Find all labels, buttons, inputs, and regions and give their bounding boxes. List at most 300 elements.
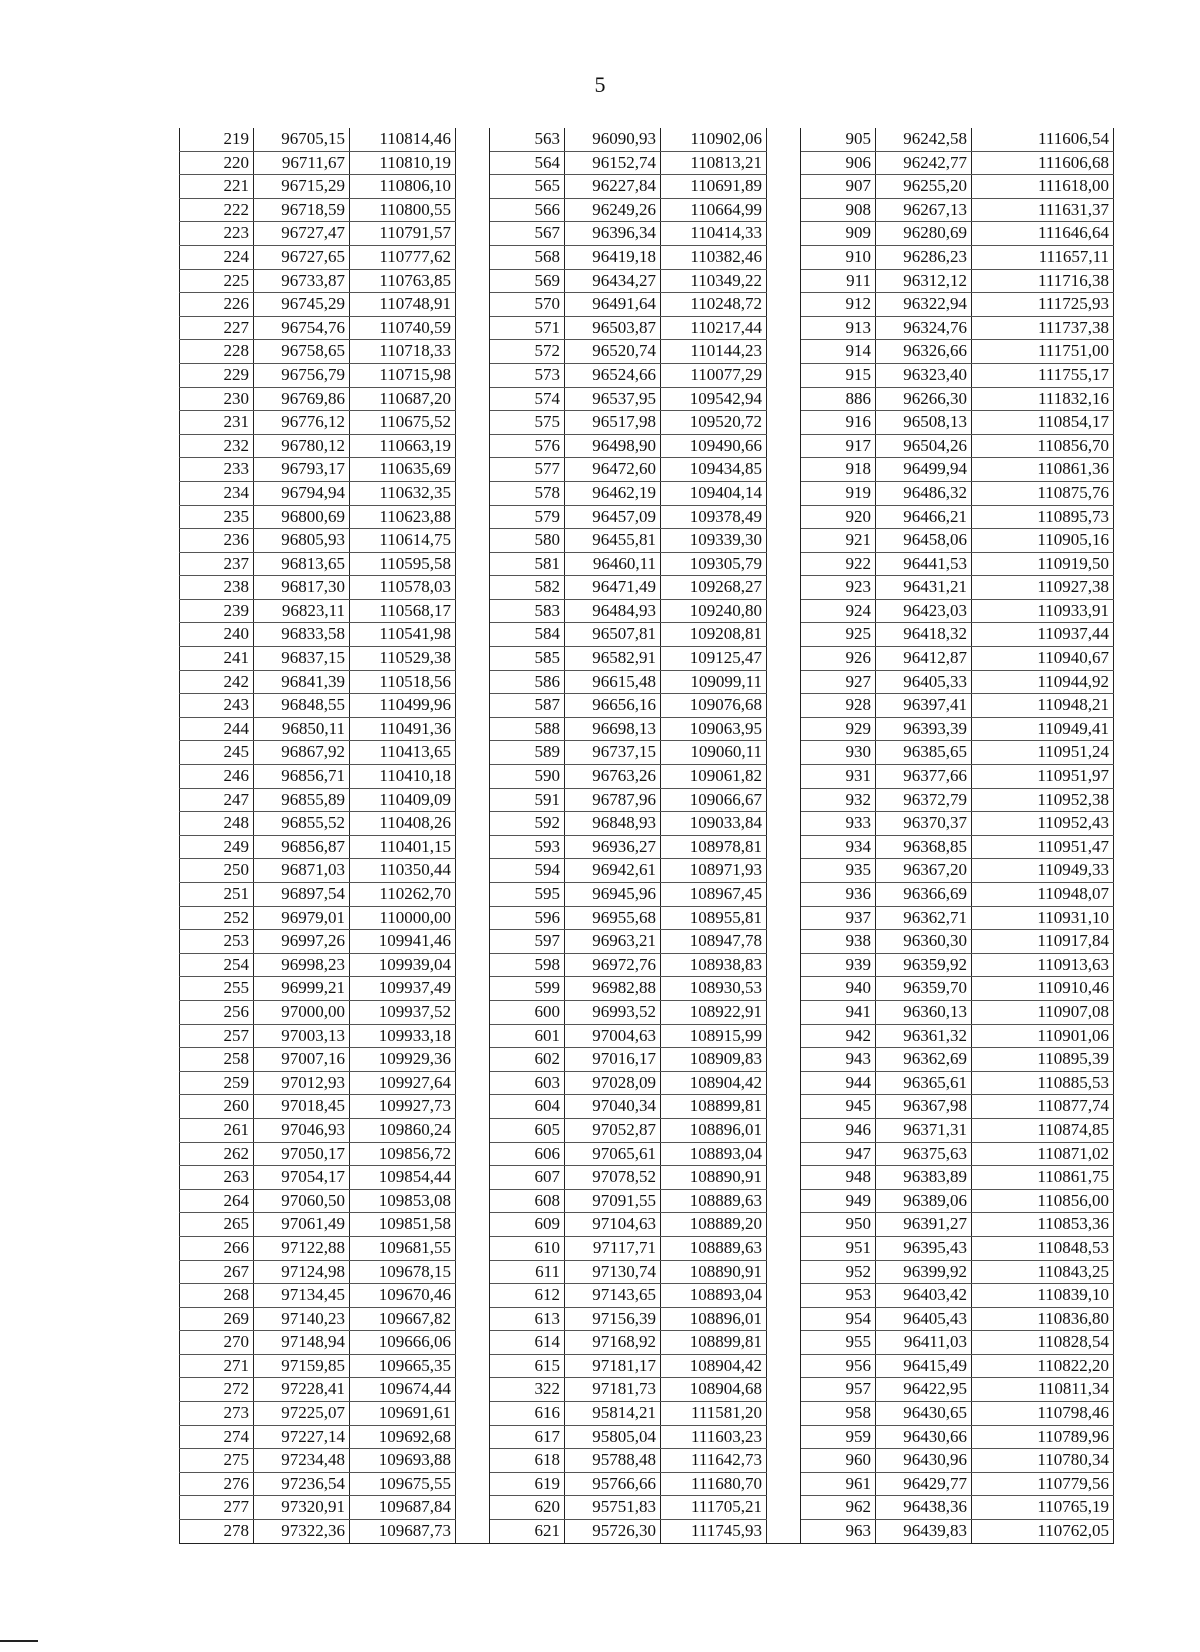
y-coordinate-cell: 108909,83: [661, 1048, 767, 1072]
x-coordinate-cell: 96368,85: [876, 835, 972, 859]
x-coordinate-cell: 96999,21: [254, 977, 350, 1001]
x-coordinate-cell: 96737,15: [565, 741, 661, 765]
x-coordinate-cell: 95766,66: [565, 1472, 661, 1496]
column-spacer: [767, 906, 801, 930]
table-row: [180, 1071, 1114, 1095]
y-coordinate-cell: 110871,02: [972, 1142, 1114, 1166]
x-coordinate-cell: 96848,93: [565, 812, 661, 836]
y-coordinate-cell: 110885,53: [972, 1071, 1114, 1095]
point-number-cell: 260: [180, 1095, 254, 1119]
point-number-cell: 568: [490, 245, 565, 269]
y-coordinate-cell: 110382,46: [661, 245, 767, 269]
point-number-cell: 600: [490, 1000, 565, 1024]
x-coordinate-cell: 96152,74: [565, 151, 661, 175]
y-coordinate-cell: 110927,38: [972, 576, 1114, 600]
y-coordinate-cell: 111631,37: [972, 198, 1114, 222]
x-coordinate-cell: 96871,03: [254, 859, 350, 883]
y-coordinate-cell: 110919,50: [972, 552, 1114, 576]
y-coordinate-cell: 108922,91: [661, 1000, 767, 1024]
y-coordinate-cell: 109933,18: [350, 1024, 456, 1048]
point-number-cell: 602: [490, 1048, 565, 1072]
column-spacer: [456, 505, 490, 529]
point-number-cell: 563: [490, 128, 565, 151]
column-spacer: [767, 293, 801, 317]
y-coordinate-cell: 108971,93: [661, 859, 767, 883]
point-number-cell: 255: [180, 977, 254, 1001]
x-coordinate-cell: 97004,63: [565, 1024, 661, 1048]
x-coordinate-cell: 97104,63: [565, 1213, 661, 1237]
column-spacer: [767, 1213, 801, 1237]
column-spacer: [456, 340, 490, 364]
point-number-cell: 225: [180, 269, 254, 293]
point-number-cell: 951: [801, 1236, 876, 1260]
x-coordinate-cell: 96280,69: [876, 222, 972, 246]
point-number-cell: 615: [490, 1354, 565, 1378]
x-coordinate-cell: 97234,48: [254, 1449, 350, 1473]
column-spacer: [767, 576, 801, 600]
column-spacer: [456, 835, 490, 859]
point-number-cell: 252: [180, 906, 254, 930]
x-coordinate-cell: 96399,92: [876, 1260, 972, 1284]
x-coordinate-cell: 97159,85: [254, 1354, 350, 1378]
y-coordinate-cell: 110861,75: [972, 1166, 1114, 1190]
column-spacer: [456, 906, 490, 930]
point-number-cell: 920: [801, 505, 876, 529]
y-coordinate-cell: 111606,54: [972, 128, 1114, 151]
x-coordinate-cell: 96520,74: [565, 340, 661, 364]
column-spacer: [767, 1071, 801, 1095]
column-spacer: [456, 670, 490, 694]
x-coordinate-cell: 96372,79: [876, 788, 972, 812]
y-coordinate-cell: 110913,63: [972, 953, 1114, 977]
x-coordinate-cell: 97225,07: [254, 1402, 350, 1426]
x-coordinate-cell: 96499,94: [876, 458, 972, 482]
column-spacer: [767, 1048, 801, 1072]
table-row: [180, 1189, 1114, 1213]
y-coordinate-cell: 108889,20: [661, 1213, 767, 1237]
x-coordinate-cell: 96805,93: [254, 529, 350, 553]
column-spacer: [767, 1331, 801, 1355]
column-spacer: [767, 175, 801, 199]
point-number-cell: 572: [490, 340, 565, 364]
y-coordinate-cell: 110687,20: [350, 387, 456, 411]
table-row: [180, 529, 1114, 553]
y-coordinate-cell: 111642,73: [661, 1449, 767, 1473]
point-number-cell: 569: [490, 269, 565, 293]
column-spacer: [456, 387, 490, 411]
point-number-cell: 916: [801, 411, 876, 435]
point-number-cell: 922: [801, 552, 876, 576]
y-coordinate-cell: 110578,03: [350, 576, 456, 600]
x-coordinate-cell: 96455,81: [565, 529, 661, 553]
y-coordinate-cell: 110614,75: [350, 529, 456, 553]
y-coordinate-cell: 108947,78: [661, 930, 767, 954]
column-spacer: [456, 411, 490, 435]
table-row: [180, 552, 1114, 576]
table-row: [180, 198, 1114, 222]
table-row: [180, 481, 1114, 505]
x-coordinate-cell: 97181,73: [565, 1378, 661, 1402]
table-row: [180, 363, 1114, 387]
point-number-cell: 278: [180, 1520, 254, 1544]
y-coordinate-cell: 108899,81: [661, 1095, 767, 1119]
x-coordinate-cell: 96395,43: [876, 1236, 972, 1260]
y-coordinate-cell: 108899,81: [661, 1331, 767, 1355]
column-spacer: [456, 599, 490, 623]
column-spacer: [767, 1472, 801, 1496]
y-coordinate-cell: 109929,36: [350, 1048, 456, 1072]
y-coordinate-cell: 110529,38: [350, 647, 456, 671]
column-spacer: [456, 788, 490, 812]
x-coordinate-cell: 96227,84: [565, 175, 661, 199]
y-coordinate-cell: 108896,01: [661, 1307, 767, 1331]
point-number-cell: 608: [490, 1189, 565, 1213]
column-spacer: [456, 1024, 490, 1048]
column-spacer: [456, 1142, 490, 1166]
y-coordinate-cell: 110814,46: [350, 128, 456, 151]
x-coordinate-cell: 96396,34: [565, 222, 661, 246]
point-number-cell: 942: [801, 1024, 876, 1048]
y-coordinate-cell: 110856,70: [972, 434, 1114, 458]
x-coordinate-cell: 97140,23: [254, 1307, 350, 1331]
x-coordinate-cell: 97016,17: [565, 1048, 661, 1072]
column-spacer: [456, 175, 490, 199]
table-row: [180, 1095, 1114, 1119]
y-coordinate-cell: 109670,46: [350, 1284, 456, 1308]
y-coordinate-cell: 110632,35: [350, 481, 456, 505]
x-coordinate-cell: 96458,06: [876, 529, 972, 553]
column-spacer: [767, 977, 801, 1001]
table-row: [180, 316, 1114, 340]
y-coordinate-cell: 108938,83: [661, 953, 767, 977]
column-spacer: [456, 1118, 490, 1142]
point-number-cell: 958: [801, 1402, 876, 1426]
table-row: [180, 930, 1114, 954]
y-coordinate-cell: 109060,11: [661, 741, 767, 765]
column-spacer: [456, 1071, 490, 1095]
column-spacer: [767, 1402, 801, 1426]
point-number-cell: 231: [180, 411, 254, 435]
x-coordinate-cell: 97143,65: [565, 1284, 661, 1308]
y-coordinate-cell: 111680,70: [661, 1472, 767, 1496]
point-number-cell: 932: [801, 788, 876, 812]
point-number-cell: 240: [180, 623, 254, 647]
column-spacer: [456, 529, 490, 553]
point-number-cell: 571: [490, 316, 565, 340]
x-coordinate-cell: 96754,76: [254, 316, 350, 340]
point-number-cell: 937: [801, 906, 876, 930]
x-coordinate-cell: 96993,52: [565, 1000, 661, 1024]
table-row: [180, 1472, 1114, 1496]
y-coordinate-cell: 109520,72: [661, 411, 767, 435]
column-spacer: [456, 1095, 490, 1119]
column-spacer: [456, 1378, 490, 1402]
x-coordinate-cell: 96255,20: [876, 175, 972, 199]
x-coordinate-cell: 97028,09: [565, 1071, 661, 1095]
point-number-cell: 241: [180, 647, 254, 671]
table-row: [180, 1331, 1114, 1355]
column-spacer: [767, 363, 801, 387]
table-row: [180, 576, 1114, 600]
y-coordinate-cell: 110663,19: [350, 434, 456, 458]
point-number-cell: 606: [490, 1142, 565, 1166]
point-number-cell: 618: [490, 1449, 565, 1473]
column-spacer: [767, 1284, 801, 1308]
y-coordinate-cell: 110248,72: [661, 293, 767, 317]
point-number-cell: 592: [490, 812, 565, 836]
x-coordinate-cell: 96758,65: [254, 340, 350, 364]
x-coordinate-cell: 96242,77: [876, 151, 972, 175]
point-number-cell: 599: [490, 977, 565, 1001]
point-number-cell: 933: [801, 812, 876, 836]
y-coordinate-cell: 110000,00: [350, 906, 456, 930]
column-spacer: [767, 245, 801, 269]
y-coordinate-cell: 110762,05: [972, 1520, 1114, 1544]
point-number-cell: 612: [490, 1284, 565, 1308]
x-coordinate-cell: 96793,17: [254, 458, 350, 482]
table-row: [180, 293, 1114, 317]
y-coordinate-cell: 110409,09: [350, 788, 456, 812]
point-number-cell: 956: [801, 1354, 876, 1378]
x-coordinate-cell: 95788,48: [565, 1449, 661, 1473]
x-coordinate-cell: 97134,45: [254, 1284, 350, 1308]
x-coordinate-cell: 97000,00: [254, 1000, 350, 1024]
x-coordinate-cell: 96855,52: [254, 812, 350, 836]
point-number-cell: 244: [180, 717, 254, 741]
x-coordinate-cell: 96362,69: [876, 1048, 972, 1072]
point-number-cell: 603: [490, 1071, 565, 1095]
y-coordinate-cell: 111716,38: [972, 269, 1114, 293]
table-row: [180, 128, 1114, 151]
y-coordinate-cell: 111745,93: [661, 1520, 767, 1544]
y-coordinate-cell: 110905,16: [972, 529, 1114, 553]
column-spacer: [456, 1166, 490, 1190]
column-spacer: [767, 552, 801, 576]
point-number-cell: 263: [180, 1166, 254, 1190]
y-coordinate-cell: 110763,85: [350, 269, 456, 293]
point-number-cell: 598: [490, 953, 565, 977]
table-row: [180, 1000, 1114, 1024]
x-coordinate-cell: 96982,88: [565, 977, 661, 1001]
x-coordinate-cell: 96359,70: [876, 977, 972, 1001]
column-spacer: [456, 1213, 490, 1237]
column-spacer: [456, 953, 490, 977]
point-number-cell: 261: [180, 1118, 254, 1142]
y-coordinate-cell: 110895,39: [972, 1048, 1114, 1072]
x-coordinate-cell: 96367,98: [876, 1095, 972, 1119]
column-spacer: [767, 434, 801, 458]
point-number-cell: 220: [180, 151, 254, 175]
x-coordinate-cell: 96756,79: [254, 363, 350, 387]
x-coordinate-cell: 96412,87: [876, 647, 972, 671]
table-row: [180, 434, 1114, 458]
x-coordinate-cell: 97122,88: [254, 1236, 350, 1260]
x-coordinate-cell: 96361,32: [876, 1024, 972, 1048]
y-coordinate-cell: 110401,15: [350, 835, 456, 859]
y-coordinate-cell: 110836,80: [972, 1307, 1114, 1331]
table-row: [180, 1449, 1114, 1473]
y-coordinate-cell: 108889,63: [661, 1189, 767, 1213]
table-row: [180, 623, 1114, 647]
column-spacer: [767, 411, 801, 435]
y-coordinate-cell: 109434,85: [661, 458, 767, 482]
column-spacer: [767, 1236, 801, 1260]
y-coordinate-cell: 108904,42: [661, 1071, 767, 1095]
column-spacer: [456, 576, 490, 600]
x-coordinate-cell: 97018,45: [254, 1095, 350, 1119]
y-coordinate-cell: 111751,00: [972, 340, 1114, 364]
x-coordinate-cell: 96794,94: [254, 481, 350, 505]
point-number-cell: 583: [490, 599, 565, 623]
point-number-cell: 579: [490, 505, 565, 529]
x-coordinate-cell: 96963,21: [565, 930, 661, 954]
y-coordinate-cell: 109856,72: [350, 1142, 456, 1166]
x-coordinate-cell: 96323,40: [876, 363, 972, 387]
y-coordinate-cell: 110952,43: [972, 812, 1114, 836]
y-coordinate-cell: 108889,63: [661, 1236, 767, 1260]
point-number-cell: 587: [490, 694, 565, 718]
point-number-cell: 247: [180, 788, 254, 812]
point-number-cell: 248: [180, 812, 254, 836]
x-coordinate-cell: 96430,96: [876, 1449, 972, 1473]
table-row: [180, 222, 1114, 246]
y-coordinate-cell: 110623,88: [350, 505, 456, 529]
column-spacer: [767, 1189, 801, 1213]
x-coordinate-cell: 96403,42: [876, 1284, 972, 1308]
column-spacer: [767, 812, 801, 836]
x-coordinate-cell: 96249,26: [565, 198, 661, 222]
y-coordinate-cell: 110951,47: [972, 835, 1114, 859]
point-number-cell: 228: [180, 340, 254, 364]
point-number-cell: 251: [180, 883, 254, 907]
point-number-cell: 576: [490, 434, 565, 458]
column-spacer: [767, 1496, 801, 1520]
y-coordinate-cell: 111737,38: [972, 316, 1114, 340]
y-coordinate-cell: 108904,42: [661, 1354, 767, 1378]
y-coordinate-cell: 109675,55: [350, 1472, 456, 1496]
x-coordinate-cell: 96359,92: [876, 953, 972, 977]
column-spacer: [456, 316, 490, 340]
x-coordinate-cell: 96377,66: [876, 765, 972, 789]
y-coordinate-cell: 110853,36: [972, 1213, 1114, 1237]
x-coordinate-cell: 96507,81: [565, 623, 661, 647]
y-coordinate-cell: 109033,84: [661, 812, 767, 836]
x-coordinate-cell: 97050,17: [254, 1142, 350, 1166]
x-coordinate-cell: 96945,96: [565, 883, 661, 907]
point-number-cell: 960: [801, 1449, 876, 1473]
point-number-cell: 226: [180, 293, 254, 317]
column-spacer: [456, 245, 490, 269]
y-coordinate-cell: 110499,96: [350, 694, 456, 718]
column-spacer: [767, 1307, 801, 1331]
y-coordinate-cell: 110951,24: [972, 741, 1114, 765]
y-coordinate-cell: 110948,21: [972, 694, 1114, 718]
y-coordinate-cell: 109305,79: [661, 552, 767, 576]
point-number-cell: 604: [490, 1095, 565, 1119]
column-spacer: [767, 647, 801, 671]
y-coordinate-cell: 110951,97: [972, 765, 1114, 789]
y-coordinate-cell: 109378,49: [661, 505, 767, 529]
column-spacer: [456, 765, 490, 789]
point-number-cell: 238: [180, 576, 254, 600]
y-coordinate-cell: 108890,91: [661, 1260, 767, 1284]
table-row: [180, 812, 1114, 836]
point-number-cell: 921: [801, 529, 876, 553]
y-coordinate-cell: 110854,17: [972, 411, 1114, 435]
x-coordinate-cell: 96817,30: [254, 576, 350, 600]
column-spacer: [767, 1142, 801, 1166]
y-coordinate-cell: 109687,73: [350, 1520, 456, 1544]
point-number-cell: 918: [801, 458, 876, 482]
point-number-cell: 915: [801, 363, 876, 387]
x-coordinate-cell: 97117,71: [565, 1236, 661, 1260]
y-coordinate-cell: 110948,07: [972, 883, 1114, 907]
x-coordinate-cell: 96833,58: [254, 623, 350, 647]
column-spacer: [767, 741, 801, 765]
x-coordinate-cell: 97091,55: [565, 1189, 661, 1213]
y-coordinate-cell: 110952,38: [972, 788, 1114, 812]
point-number-cell: 275: [180, 1449, 254, 1473]
y-coordinate-cell: 109099,11: [661, 670, 767, 694]
y-coordinate-cell: 110791,57: [350, 222, 456, 246]
y-coordinate-cell: 110806,10: [350, 175, 456, 199]
y-coordinate-cell: 110875,76: [972, 481, 1114, 505]
y-coordinate-cell: 109939,04: [350, 953, 456, 977]
point-number-cell: 610: [490, 1236, 565, 1260]
point-number-cell: 940: [801, 977, 876, 1001]
x-coordinate-cell: 97078,52: [565, 1166, 661, 1190]
x-coordinate-cell: 96415,49: [876, 1354, 972, 1378]
point-number-cell: 574: [490, 387, 565, 411]
point-number-cell: 939: [801, 953, 876, 977]
point-number-cell: 950: [801, 1213, 876, 1237]
point-number-cell: 928: [801, 694, 876, 718]
point-number-cell: 595: [490, 883, 565, 907]
table-row: [180, 1520, 1114, 1544]
y-coordinate-cell: 108890,91: [661, 1166, 767, 1190]
column-spacer: [767, 883, 801, 907]
x-coordinate-cell: 96537,95: [565, 387, 661, 411]
point-number-cell: 265: [180, 1213, 254, 1237]
column-spacer: [456, 1331, 490, 1355]
x-coordinate-cell: 97061,49: [254, 1213, 350, 1237]
column-spacer: [767, 859, 801, 883]
y-coordinate-cell: 110877,74: [972, 1095, 1114, 1119]
point-number-cell: 258: [180, 1048, 254, 1072]
column-spacer: [767, 316, 801, 340]
coordinates-table-body: [180, 128, 1114, 1543]
column-spacer: [767, 1354, 801, 1378]
x-coordinate-cell: 96430,65: [876, 1402, 972, 1426]
x-coordinate-cell: 96800,69: [254, 505, 350, 529]
column-spacer: [767, 1520, 801, 1544]
y-coordinate-cell: 109691,61: [350, 1402, 456, 1426]
point-number-cell: 268: [180, 1284, 254, 1308]
x-coordinate-cell: 97054,17: [254, 1166, 350, 1190]
table-row: [180, 599, 1114, 623]
point-number-cell: 590: [490, 765, 565, 789]
y-coordinate-cell: 110408,26: [350, 812, 456, 836]
y-coordinate-cell: 110780,34: [972, 1449, 1114, 1473]
point-number-cell: 607: [490, 1166, 565, 1190]
point-number-cell: 270: [180, 1331, 254, 1355]
x-coordinate-cell: 96326,66: [876, 340, 972, 364]
point-number-cell: 272: [180, 1378, 254, 1402]
y-coordinate-cell: 110691,89: [661, 175, 767, 199]
y-coordinate-cell: 111705,21: [661, 1496, 767, 1520]
column-spacer: [456, 717, 490, 741]
column-spacer: [767, 835, 801, 859]
